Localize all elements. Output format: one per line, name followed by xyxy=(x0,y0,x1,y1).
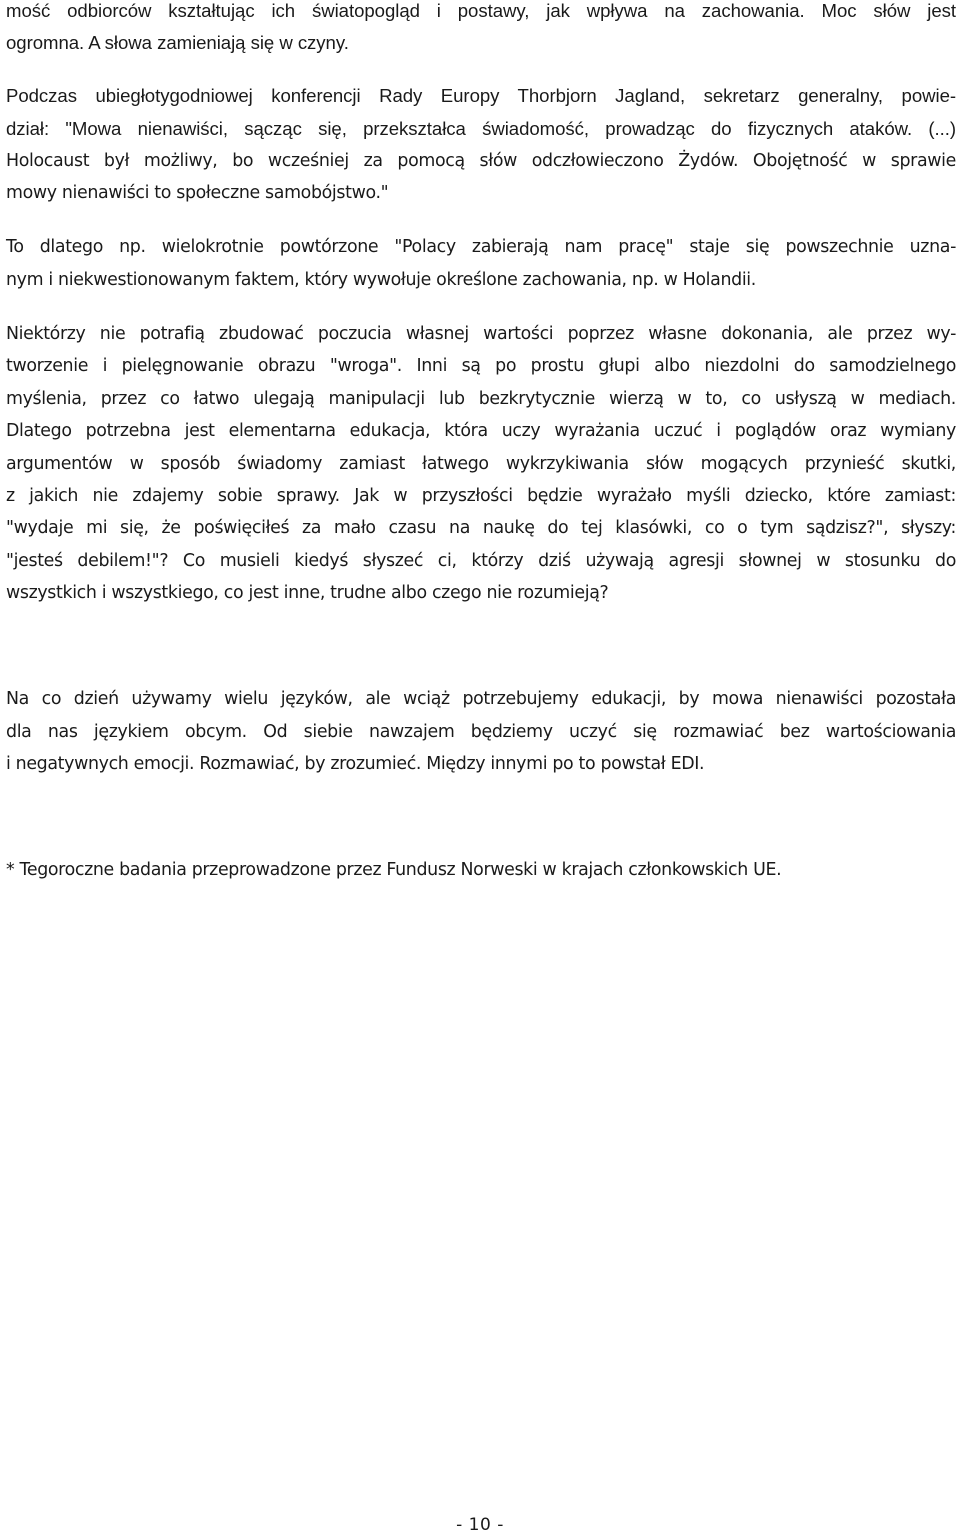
text-line: mość odbiorców kształtując ich światopogląd i postawy, jak wpływa na zachowania. Moc słów jest xyxy=(6,0,956,21)
text-line: ogromna. A słowa zamieniają się w czyny. xyxy=(6,32,349,53)
text-line: "jesteś debilem!"? Co musieli kiedyś słyszeć ci, którzy dziś używają agresji słownej w stosunku do xyxy=(6,551,956,571)
text-line: To dlatego np. wielokrotnie powtórzone "Polacy zabierają nam pracę" staje się powszechnie uzna- xyxy=(6,237,956,257)
text-line: argumentów w sposób świadomy zamiast łatwego wykrzykiwania słów mogących przynieść skutki, xyxy=(6,454,956,474)
text-line: Na co dzień używamy wielu języków, ale wciąż potrzebujemy edukacji, by mowa nienawiści pozostała xyxy=(6,689,956,709)
text-line: z jakich nie zdajemy sobie sprawy. Jak w przyszłości będzie wyrażało myśli dziecko, które zamiast: xyxy=(6,486,956,506)
text-line: nym i niekwestionowanym faktem, który wywołuje określone zachowania, np. w Holandii. xyxy=(6,270,756,290)
text-line: wszystkich i wszystkiego, co jest inne, trudne albo czego nie rozumieją? xyxy=(6,583,609,603)
text-line: myślenia, przez co łatwo ulegają manipulacji lub bezkrytycznie wierzą w to, co usłyszą w mediach. xyxy=(6,389,956,409)
text-line: tworzenie i pielęgnowanie obrazu "wroga". Inni są po prostu głupi albo niezdolni do samodzielnego xyxy=(6,356,956,376)
text-line: Niektórzy nie potrafią zbudować poczucia własnej wartości poprzez własne dokonania, ale przez wy- xyxy=(6,324,956,344)
text-line: "wydaje mi się, że poświęciłeś za mało czasu na naukę do tej klasówki, co o tym sądzisz?", słyszy: xyxy=(6,518,956,538)
text-line: mowy nienawiści to społeczne samobójstwo." xyxy=(6,183,389,203)
text-line: Holocaust był możliwy, bo wcześniej za pomocą słów odczłowieczono Żydów. Obojętność w sprawie xyxy=(6,151,956,171)
text-line: dział: "Mowa nienawiści, sącząc się, przekształca świadomość, prowadząc do fizycznych ataków. (...) xyxy=(6,118,956,139)
footnote: * Tegoroczne badania przeprowadzone przez Fundusz Norweski w krajach członkowskich UE. xyxy=(6,860,782,880)
page-number: - 10 - xyxy=(456,1515,504,1535)
text-line: dla nas językiem obcym. Od siebie nawzajem będziemy uczyć się rozmawiać bez wartościowania xyxy=(6,722,956,742)
text-line: Podczas ubiegłotygodniowej konferencji Rady Europy Thorbjorn Jagland, sekretarz generalny, powie- xyxy=(6,85,956,106)
text-line: Dlatego potrzebna jest elementarna edukacja, która uczy wyrażania uczuć i poglądów oraz wymiany xyxy=(6,421,956,441)
text-line: i negatywnych emocji. Rozmawiać, by zrozumieć. Między innymi po to powstał EDI. xyxy=(6,754,705,774)
